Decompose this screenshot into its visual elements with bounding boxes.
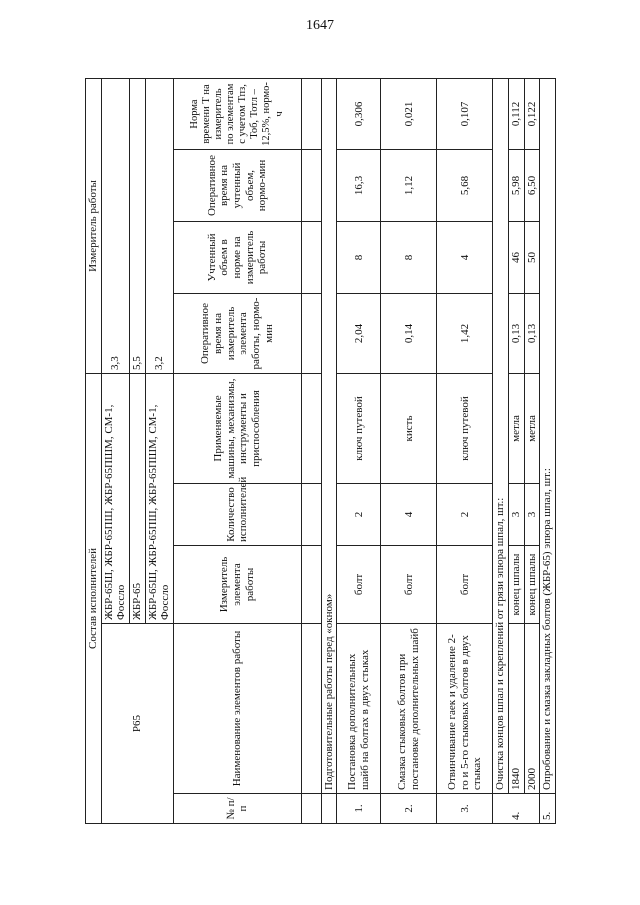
executors-title: Состав исполнителей xyxy=(86,373,102,823)
col-machines: Применяемые машины, механизмы, инструменты и приспособления xyxy=(173,373,301,483)
col-count: Количество исполнителей xyxy=(173,484,301,546)
table-row: 1. Постановка дополнительных шайб на болтах в двух стыках болт 2 ключ путевой 2,04 8 16,3 0,306 xyxy=(337,78,381,823)
executors-title-row xyxy=(86,78,102,823)
executor-value: 3,3 xyxy=(101,78,129,373)
column-header-row xyxy=(173,78,301,823)
rotated-table-block xyxy=(85,79,554,824)
executor-label: ЖБР-65Ш, ЖБР-65ПШ, ЖБР-65ПШМ, СМ-1, Фоссло xyxy=(145,373,173,623)
executor-value: 3,2 xyxy=(145,78,173,373)
section-row xyxy=(540,78,556,823)
table-row: 1840 конец шпалы 3 метла 0,13 46 5,98 0,112 xyxy=(509,78,525,823)
row-num: 5. xyxy=(540,794,556,824)
table-row: 2000 конец шпалы 3 метла 0,13 50 6,50 0,122 xyxy=(524,78,540,823)
col-meter: Измеритель элемента работы xyxy=(173,546,301,624)
section-row xyxy=(321,78,337,823)
page-number: 1647 xyxy=(306,18,334,33)
section-cleaning: Очистка концов шпал и скреплений от грязи эпюра шпал, шт.: xyxy=(493,78,509,793)
executor-row xyxy=(101,78,129,823)
section-row xyxy=(493,78,509,823)
row-num: 4. xyxy=(493,794,540,824)
executor-label: ЖБР-65Ш, ЖБР-65ПШ, ЖБР-65ПШМ, СМ-1, Фоссло xyxy=(101,373,129,623)
section-prep: Подготовительные работы перед «окном» xyxy=(321,78,337,793)
norms-table xyxy=(85,78,556,824)
executor-label: ЖБР-65 xyxy=(129,373,145,623)
col-op-time: Оперативное время на измеритель элемента работы, нормо-мин xyxy=(173,293,301,373)
table-row: 3. Отвинчивание гаек и удаление 2-го и 5-го стыковых болтов в двух стыках болт 2 ключ путевой 1,42 4 5,68 0,107 xyxy=(437,78,493,823)
col-norm: Норма времени Т на измеритель по элементам с учетом Тпз, Тоб, Тотл – 12,5%, нормо-ч xyxy=(173,78,301,149)
table-row: 2. Смазка стыковых болтов при постановке дополнительных шайб болт 4 кисть 0,14 8 1,12 0,021 xyxy=(381,78,437,823)
col-op-time-total: Оперативное время на учтенный объем, нормо-мин xyxy=(173,149,301,221)
executor-value: 5,5 xyxy=(129,78,145,373)
col-name: Наименование элементов работы xyxy=(173,624,301,794)
section-testing: Опробование и смазка закладных болтов (ЖБР-65) эпюра шпал, шт.: xyxy=(540,78,556,793)
meter-title: Измеритель работы xyxy=(86,78,102,373)
rail-type: Р65 xyxy=(101,624,173,824)
col-volume: Учтенный объем в норме на измеритель работы xyxy=(173,221,301,293)
blank-row xyxy=(301,78,321,823)
col-num: № п/п xyxy=(173,794,301,824)
